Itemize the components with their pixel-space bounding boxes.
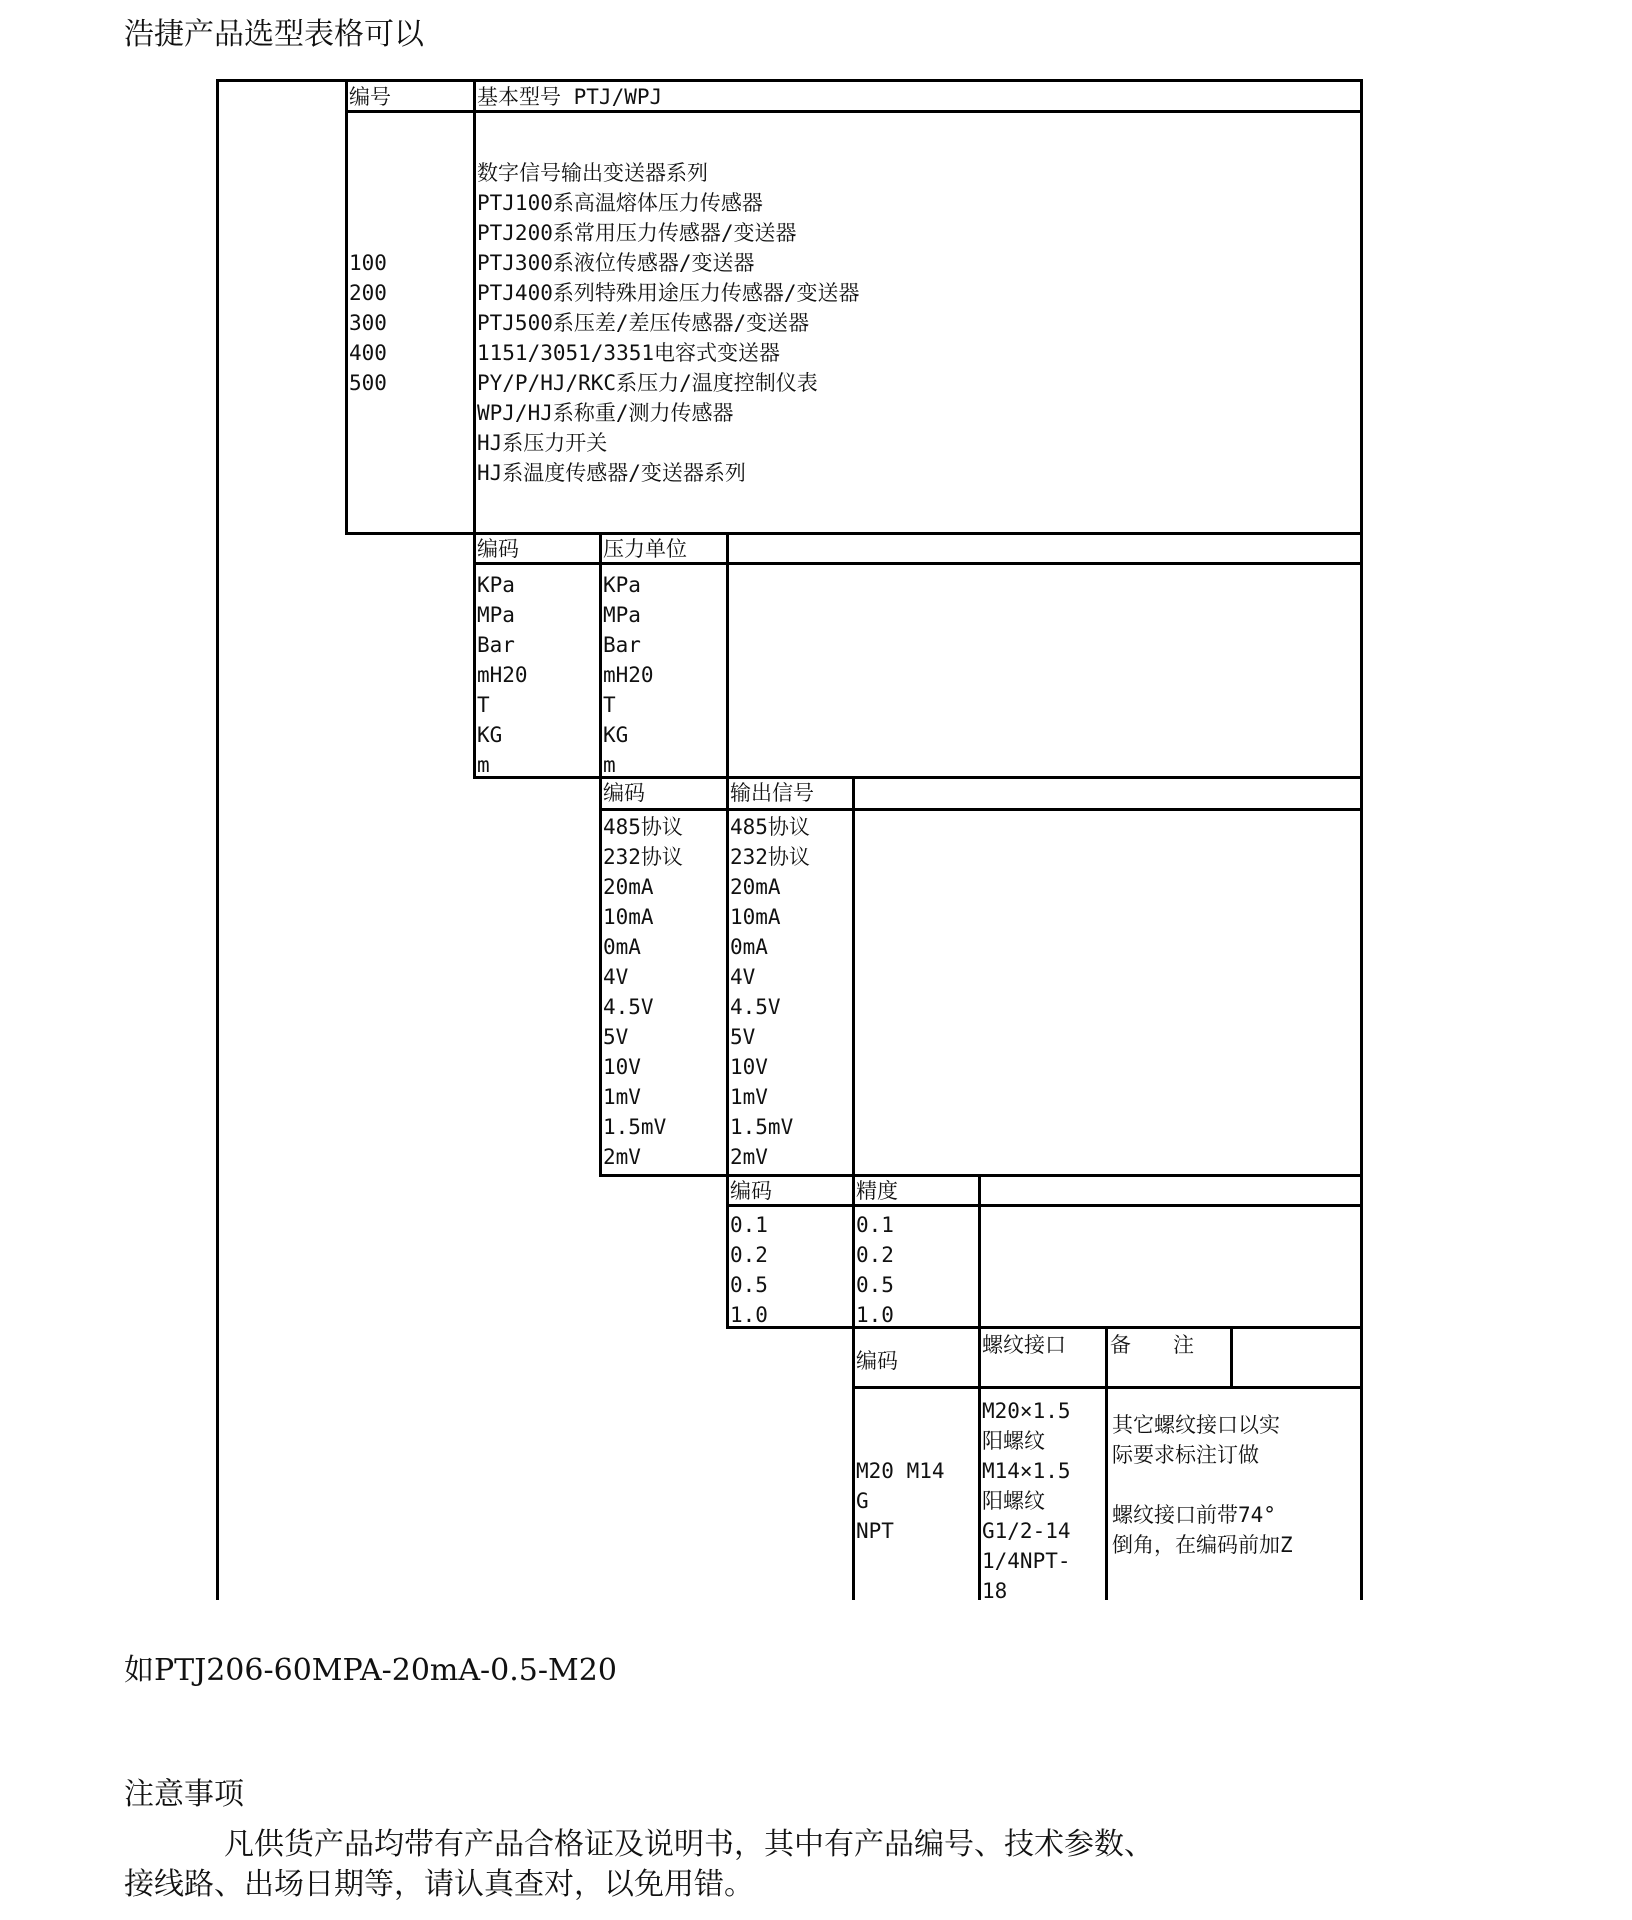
list-item: 0.2 — [856, 1243, 894, 1267]
main-code-header: 编号 — [349, 85, 391, 109]
list-item: 10V — [730, 1055, 768, 1079]
list-item: 10mA — [730, 905, 781, 929]
signal-code-header: 编码 — [603, 781, 645, 805]
list-item: 5V — [603, 1025, 629, 1049]
list-item: m — [477, 753, 490, 777]
list-item: 0mA — [603, 935, 641, 959]
thread-header: 螺纹接口 — [982, 1333, 1066, 1357]
list-item: 4V — [603, 965, 629, 989]
precision-header: 精度 — [856, 1179, 898, 1203]
list-item: HJ系压力开关 — [477, 431, 608, 455]
example-code: 如PTJ206-60MPA-20mA-0.5-M20 — [124, 1653, 617, 1688]
list-item: HJ系温度传感器/变送器系列 — [477, 461, 746, 485]
list-item: 485协议 — [603, 815, 683, 839]
list-item: 0mA — [730, 935, 768, 959]
pressure-code-header: 编码 — [477, 537, 519, 561]
list-item: 数字信号输出变送器系列 — [477, 161, 708, 185]
remark-chamfer: 螺纹接口前带74° 倒角，在编码前加Z — [1112, 1503, 1293, 1557]
list-item: 20mA — [730, 875, 781, 899]
notes-line-1: 凡供货产品均带有产品合格证及说明书，其中有产品编号、技术参数、 — [224, 1827, 1154, 1862]
main-code-list — [349, 248, 387, 398]
pressure-code-list — [477, 570, 528, 780]
notes-line-2: 接线路、出场日期等，请认真查对，以免用错。 — [124, 1867, 754, 1902]
list-item: 500 — [349, 371, 387, 395]
page-heading: 浩捷产品选型表格可以 — [124, 17, 424, 52]
signal-output-list — [730, 812, 810, 1172]
list-item: 2mV — [730, 1145, 768, 1169]
list-item: 485协议 — [730, 815, 810, 839]
list-item: 400 — [349, 341, 387, 365]
precision-code-header: 编码 — [730, 1179, 772, 1203]
list-item: 232协议 — [730, 845, 810, 869]
list-item: KG — [477, 723, 503, 747]
thread-codes: M20 M14 G NPT — [856, 1459, 945, 1543]
list-item: 2mV — [603, 1145, 641, 1169]
list-item: 1.5mV — [603, 1115, 667, 1139]
list-item: 1.0 — [856, 1303, 894, 1327]
table-left-border — [216, 79, 219, 1600]
signal-code-list — [603, 812, 683, 1172]
precision-value-list — [856, 1210, 894, 1330]
list-item: 0.5 — [856, 1273, 894, 1297]
list-item: MPa — [477, 603, 515, 627]
list-item: 1151/3051/3351电容式变送器 — [477, 341, 781, 365]
list-item: 4V — [730, 965, 756, 989]
list-item: 0.5 — [730, 1273, 768, 1297]
list-item: 1.5mV — [730, 1115, 794, 1139]
remark-custom: 其它螺纹接口以实 际要求标注订做 — [1112, 1413, 1280, 1467]
list-item: 0.2 — [730, 1243, 768, 1267]
list-item: WPJ/HJ系称重/测力传感器 — [477, 401, 734, 425]
thread-code-header: 编码 — [856, 1349, 898, 1373]
list-item: PTJ400系列特殊用途压力传感器/变送器 — [477, 281, 860, 305]
list-item: mH20 — [477, 663, 528, 687]
pressure-unit-list — [603, 570, 654, 780]
list-item: 10mA — [603, 905, 654, 929]
list-item: 1mV — [603, 1085, 641, 1109]
list-item: T — [603, 693, 616, 717]
main-model-header: 基本型号 PTJ/WPJ — [477, 85, 663, 109]
pressure-unit-header: 压力单位 — [603, 537, 687, 561]
main-series-list — [477, 158, 860, 488]
list-item: KPa — [477, 573, 515, 597]
list-item: 232协议 — [603, 845, 683, 869]
list-item: 5V — [730, 1025, 756, 1049]
list-item: PY/P/HJ/RKC系压力/温度控制仪表 — [477, 371, 818, 395]
list-item: 4.5V — [730, 995, 781, 1019]
list-item: m — [603, 753, 616, 777]
list-item: 0.1 — [856, 1213, 894, 1237]
table-right-border — [1360, 79, 1363, 1600]
list-item: KPa — [603, 573, 641, 597]
list-item: MPa — [603, 603, 641, 627]
list-item: mH20 — [603, 663, 654, 687]
precision-code-list — [730, 1210, 768, 1330]
list-item: Bar — [477, 633, 515, 657]
remark-header: 备 注 — [1110, 1333, 1194, 1357]
list-item: 200 — [349, 281, 387, 305]
list-item: 20mA — [603, 875, 654, 899]
list-item: 0.1 — [730, 1213, 768, 1237]
list-item: 1.0 — [730, 1303, 768, 1327]
list-item: 300 — [349, 311, 387, 335]
list-item: 4.5V — [603, 995, 654, 1019]
list-item: PTJ300系液位传感器/变送器 — [477, 251, 755, 275]
notes-title: 注意事项 — [124, 1777, 244, 1812]
list-item: 1mV — [730, 1085, 768, 1109]
list-item: PTJ200系常用压力传感器/变送器 — [477, 221, 797, 245]
list-item: 10V — [603, 1055, 641, 1079]
list-item: PTJ100系高温熔体压力传感器 — [477, 191, 763, 215]
list-item: Bar — [603, 633, 641, 657]
thread-types: M20×1.5 阳螺纹 M14×1.5 阳螺纹 G1/2-14 1/4NPT- 18 — [982, 1399, 1071, 1603]
list-item: 100 — [349, 251, 387, 275]
list-item: T — [477, 693, 490, 717]
list-item: KG — [603, 723, 629, 747]
list-item: PTJ500系压差/差压传感器/变送器 — [477, 311, 810, 335]
signal-output-header: 输出信号 — [730, 781, 814, 805]
